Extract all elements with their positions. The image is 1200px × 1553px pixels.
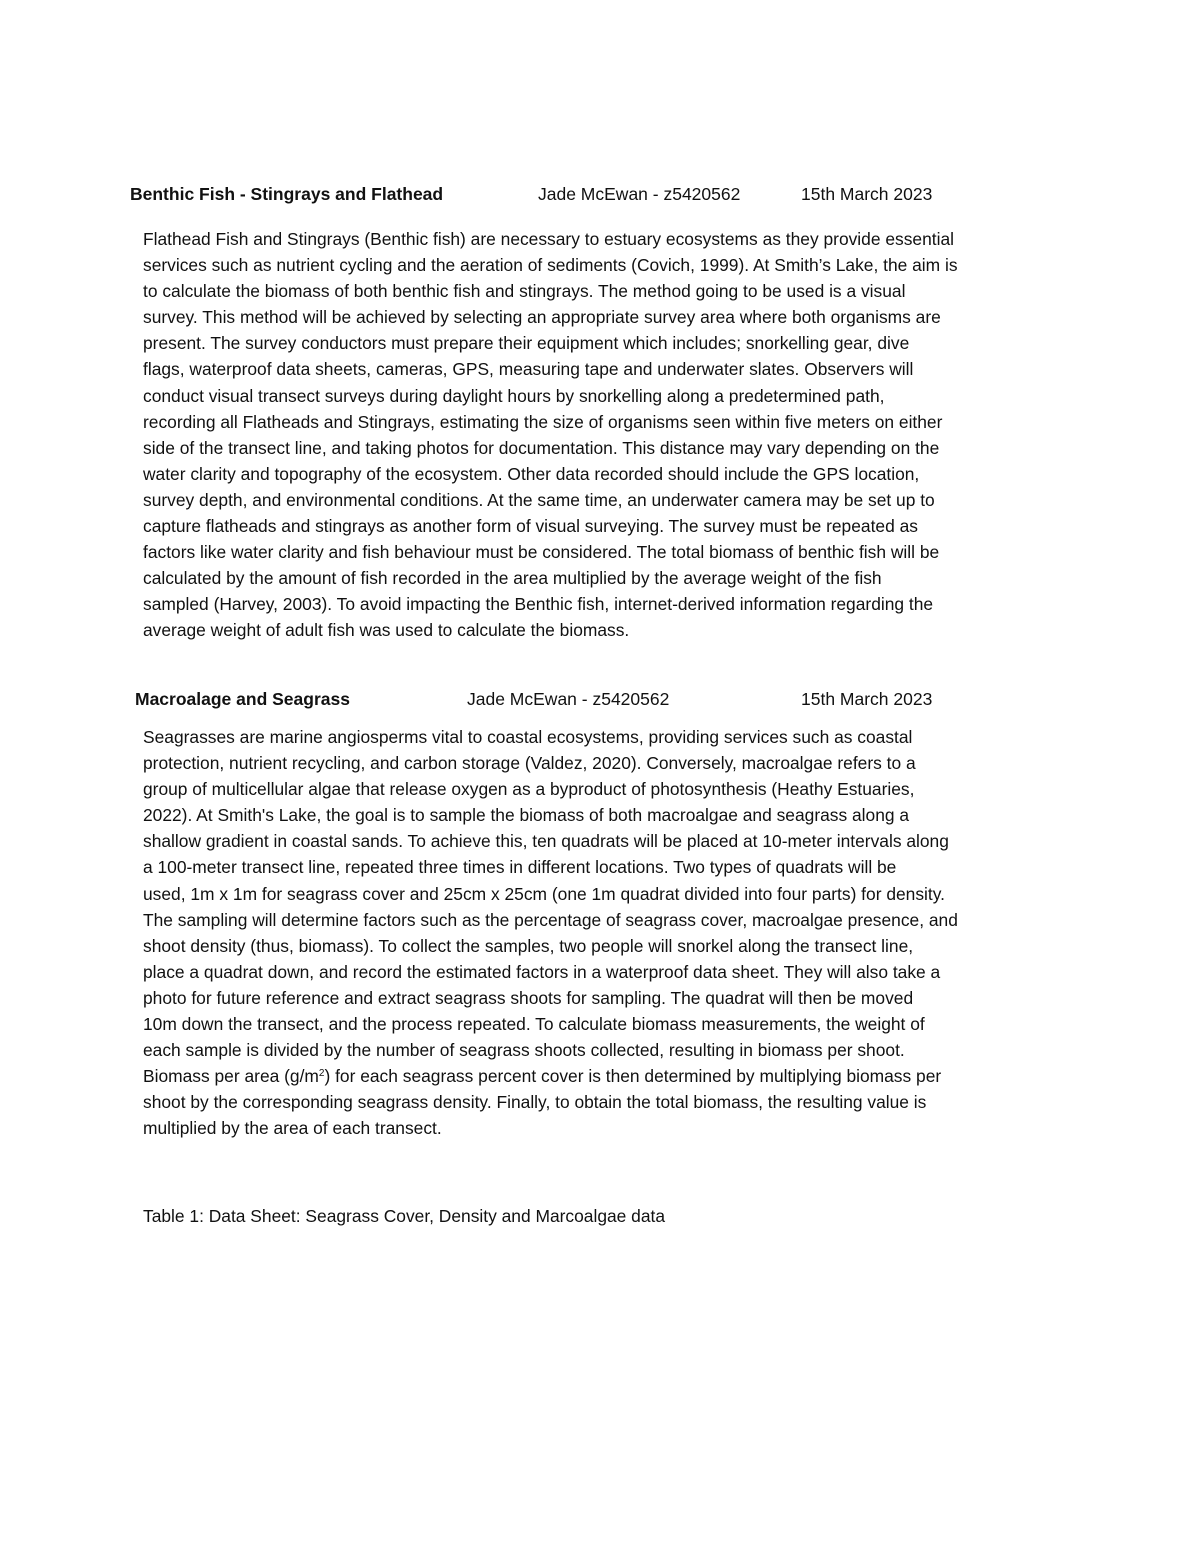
section2-title: Macroalage and Seagrass [135, 689, 350, 709]
paragraph-line: water clarity and topography of the ecosystem. Other data recorded should include the GPS location, [143, 463, 920, 484]
paragraph-line: survey depth, and environmental conditions. At the same time, an underwater camera may be set up to [143, 489, 935, 510]
paragraph-line: conduct visual transect surveys during daylight hours by snorkelling along a predetermined path, [143, 385, 885, 406]
section1-date: 15th March 2023 [801, 184, 933, 204]
biomass-line-suffix: ) for each seagrass percent cover is then determined by multiplying biomass per [324, 1066, 942, 1087]
paragraph-line: side of the transect line, and taking photos for documentation. This distance may vary depending on the [143, 437, 940, 458]
section2-header [0, 686, 1200, 712]
section1-paragraph [143, 226, 1063, 644]
paragraph-line: services such as nutrient cycling and the aeration of sediments (Covich, 1999). At Smith’s Lake, the aim is [143, 255, 958, 276]
paragraph-line: 2022). At Smith's Lake, the goal is to sample the biomass of both macroalgae and seagrass along a [143, 805, 910, 826]
section1-header [0, 181, 1200, 207]
section2-date: 15th March 2023 [801, 689, 933, 709]
paragraph-line: present. The survey conductors must prepare their equipment which includes; snorkelling gear, dive [143, 333, 910, 354]
paragraph-line: average weight of adult fish was used to calculate the biomass. [143, 620, 630, 641]
paragraph-line: The sampling will determine factors such as the percentage of seagrass cover, macroalgae presence, and [143, 909, 958, 930]
table-caption: Table 1: Data Sheet: Seagrass Cover, Density and Marcoalgae data [143, 1206, 666, 1226]
paragraph-line: shoot density (thus, biomass). To collect the samples, two people will snorkel along the transect line, [143, 935, 914, 956]
paragraph-line: shoot by the corresponding seagrass density. Finally, to obtain the total biomass, the resulting value is [143, 1092, 927, 1113]
paragraph-line: protection, nutrient recycling, and carbon storage (Valdez, 2020). Conversely, macroalgae refers to a [143, 753, 916, 774]
paragraph-line: a 100-meter transect line, repeated three times in different locations. Two types of quadrats will be [143, 857, 897, 878]
paragraph-line: sampled (Harvey, 2003). To avoid impacting the Benthic fish, internet-derived information regarding the [143, 594, 934, 615]
paragraph-line: calculated by the amount of fish recorded in the area multiplied by the average weight of the fish [143, 568, 882, 589]
paragraph-line: shallow gradient in coastal sands. To achieve this, ten quadrats will be placed at 10-meter intervals along [143, 831, 949, 852]
paragraph-line: survey. This method will be achieved by selecting an appropriate survey area where both organisms are [143, 307, 941, 328]
paragraph-line: photo for future reference and extract seagrass shoots for sampling. The quadrat will then be moved [143, 987, 914, 1008]
biomass-line-prefix: Biomass per area (g/m [143, 1066, 319, 1087]
paragraph-line: capture flatheads and stingrays as another form of visual surveying. The survey must be repeated as [143, 516, 918, 537]
biomass-per-area-line [143, 1063, 1063, 1089]
paragraph-line: group of multicellular algae that release oxygen as a byproduct of photosynthesis (Heathy Estuaries, [143, 779, 915, 800]
paragraph-line: to calculate the biomass of both benthic fish and stingrays. The method going to be used is a visual [143, 281, 906, 302]
paragraph-line: each sample is divided by the number of seagrass shoots collected, resulting in biomass per shoot. [143, 1040, 905, 1061]
section1-title: Benthic Fish - Stingrays and Flathead [130, 184, 444, 204]
paragraph-line: recording all Flatheads and Stingrays, estimating the size of organisms seen within five meters on either [143, 411, 943, 432]
paragraph-line: flags, waterproof data sheets, cameras, GPS, measuring tape and underwater slates. Observers will [143, 359, 914, 380]
superscript-two: 2 [318, 1068, 325, 1080]
paragraph-line: place a quadrat down, and record the estimated factors in a waterproof data sheet. They will also take a [143, 961, 941, 982]
paragraph-line: Seagrasses are marine angiosperms vital to coastal ecosystems, providing services such as coastal [143, 727, 913, 747]
paragraph-line: 10m down the transect, and the process repeated. To calculate biomass measurements, the weight of [143, 1014, 925, 1035]
paragraph-line: factors like water clarity and fish behaviour must be considered. The total biomass of benthic fish will be [143, 542, 940, 563]
paragraph-line: multiplied by the area of each transect. [143, 1118, 442, 1139]
section1-author: Jade McEwan - z5420562 [538, 184, 741, 204]
paragraph-line: Flathead Fish and Stingrays (Benthic fish) are necessary to estuary ecosystems as they provide essential [143, 229, 954, 249]
paragraph-line: used, 1m x 1m for seagrass cover and 25cm x 25cm (one 1m quadrat divided into four parts) for density. [143, 883, 945, 904]
section2-author: Jade McEwan - z5420562 [467, 689, 670, 709]
section2-paragraph [143, 724, 1063, 1142]
